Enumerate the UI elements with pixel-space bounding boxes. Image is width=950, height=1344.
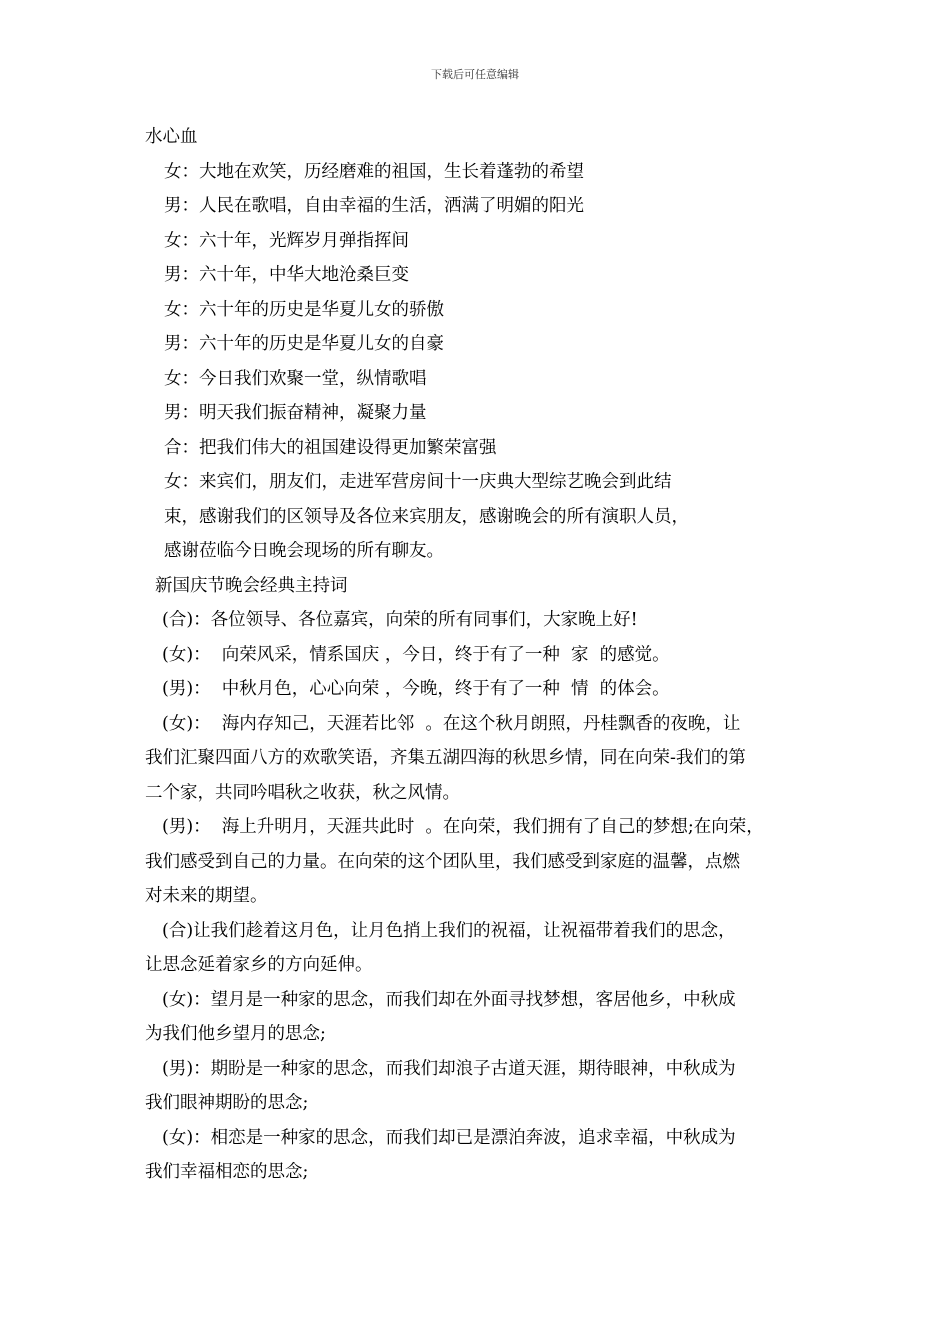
text-line: (女)：望月是一种家的思念，而我们却在外面寻找梦想，客居他乡，中秋成 — [162, 989, 736, 1010]
text-line: 男：六十年，中华大地沧桑巨变 — [164, 265, 409, 285]
text-line: 我们幸福相恋的思念; — [145, 1162, 309, 1182]
text-line: 男：人民在歌唱，自由幸福的生活，洒满了明媚的阳光 — [164, 196, 584, 216]
section-title: 新国庆节晚会经典主持词 — [155, 575, 348, 596]
text-line: 男：六十年的历史是华夏儿女的自豪 — [164, 334, 444, 354]
text-line: 女：来宾们，朋友们，走进军营房间十一庆典大型综艺晚会到此结 — [164, 472, 672, 492]
text-line: (男)： 中秋月色，心心向荣 ，今晚，终于有了一种 情 的体会。 — [162, 679, 670, 699]
text-line: 我们汇聚四面八方的欢歌笑语，齐集五湖四海的秋思乡情，同在向荣-我们的第 — [145, 748, 746, 768]
text-line: 为我们他乡望月的思念; — [145, 1024, 326, 1044]
text-line: 女：今日我们欢聚一堂，纵情歌唱 — [164, 368, 427, 389]
text-line: 二个家，共同吟唱秋之收获，秋之风情。 — [145, 782, 460, 803]
document-body — [145, 120, 820, 1190]
text-line: 水心血 — [145, 127, 198, 147]
text-line: 让思念延着家乡的方向延伸。 — [145, 955, 373, 975]
text-line: 女：六十年的历史是华夏儿女的骄傲 — [164, 299, 444, 320]
text-line: 女：大地在欢笑，历经磨难的祖国，生长着蓬勃的希望 — [164, 161, 584, 182]
text-line: (女)：相恋是一种家的思念，而我们却已是漂泊奔波，追求幸福，中秋成为 — [162, 1127, 736, 1148]
text-line: (女)： 海内存知己，天涯若比邻 。在这个秋月朗照，丹桂飘香的夜晚，让 — [162, 713, 741, 734]
text-line: 束，感谢我们的区领导及各位来宾朋友，感谢晚会的所有演职人员， — [164, 506, 689, 527]
text-line: 感谢莅临今日晚会现场的所有聊友。 — [164, 541, 444, 561]
text-line: (合)：各位领导、各位嘉宾，向荣的所有同事们，大家晚上好! — [162, 610, 638, 630]
text-line: 我们感受到自己的力量。在向荣的这个团队里，我们感受到家庭的温馨，点燃 — [145, 851, 740, 872]
text-line: 对未来的期望。 — [145, 886, 268, 906]
page-header: 下载后可任意编辑 — [431, 68, 519, 81]
text-line: (男)：期盼是一种家的思念，而我们却浪子古道天涯，期待眼神，中秋成为 — [162, 1058, 736, 1079]
text-line: 女：六十年，光辉岁月弹指挥间 — [164, 230, 409, 251]
text-line: 男：明天我们振奋精神，凝聚力量 — [164, 403, 427, 423]
text-line: (男)： 海上升明月，天涯共此时 。在向荣，我们拥有了自己的梦想;在向荣， — [162, 817, 764, 837]
text-line: (女)： 向荣风采，情系国庆 ，今日，终于有了一种 家 的感觉。 — [162, 644, 670, 665]
text-line: (合)让我们趁着这月色，让月色捎上我们的祝福，让祝福带着我们的思念， — [162, 920, 736, 941]
text-line: 合：把我们伟大的祖国建设得更加繁荣富强 — [164, 437, 497, 458]
text-line: 我们眼神期盼的思念; — [145, 1093, 309, 1113]
